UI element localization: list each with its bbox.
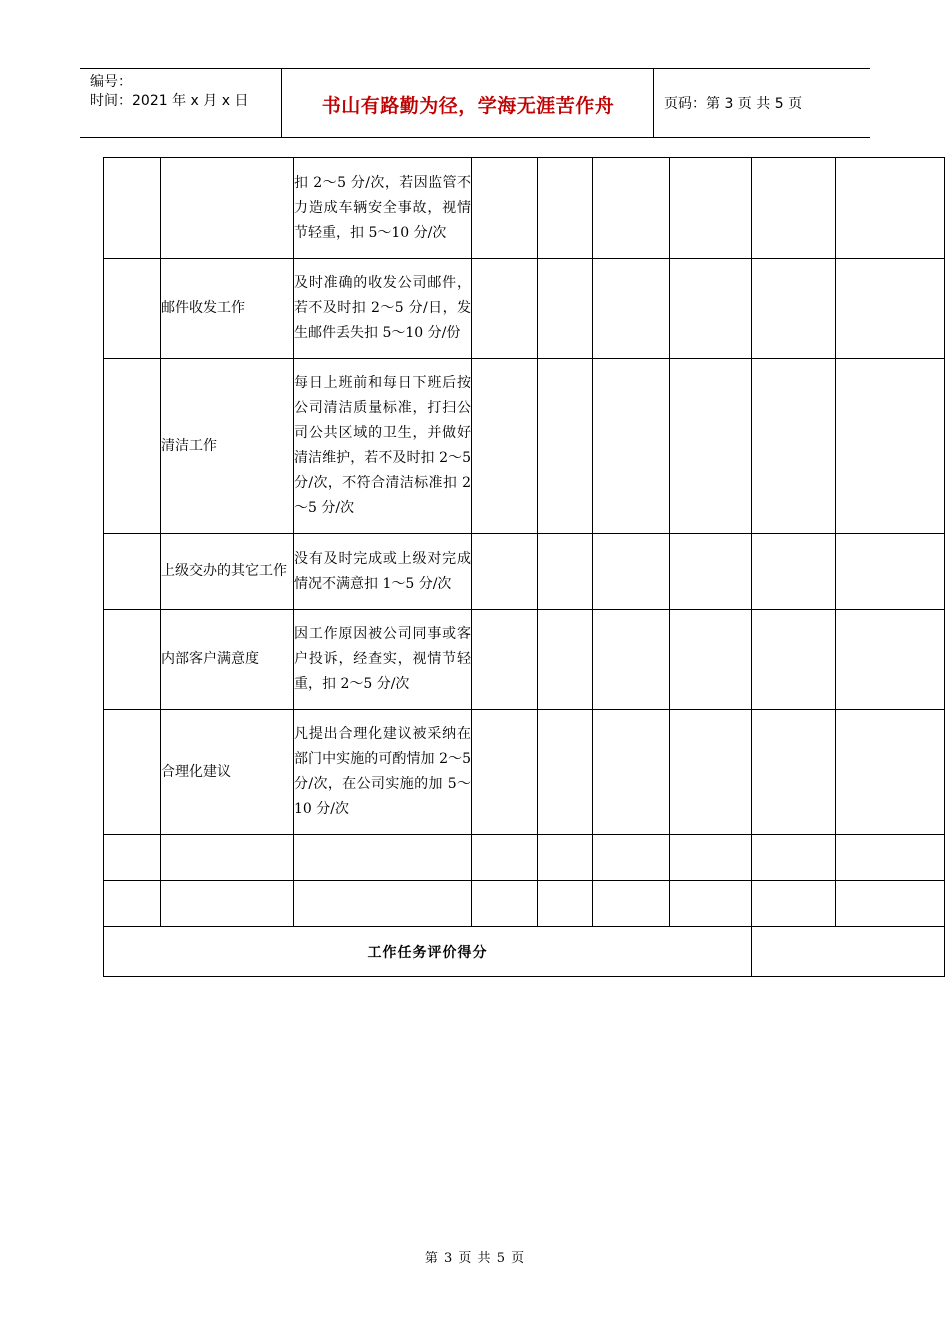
table-row xyxy=(104,610,945,710)
page-footer: 第 3 页 共 5 页 xyxy=(424,1251,526,1266)
score-cell xyxy=(593,158,670,259)
score-cell xyxy=(472,534,538,610)
score-cell xyxy=(104,359,161,534)
score-cell xyxy=(836,610,945,710)
score-cell xyxy=(670,534,752,610)
standard-cell xyxy=(294,835,472,881)
score-cell xyxy=(538,158,593,259)
score-cell xyxy=(472,359,538,534)
total-row xyxy=(104,927,945,977)
header-motto: 书山有路勤为径，学海无涯苦作舟 xyxy=(321,95,615,117)
score-cell xyxy=(752,359,836,534)
score-cell xyxy=(104,710,161,835)
score-cell xyxy=(670,881,752,927)
standard-cell: 没有及时完成或上级对完成情况不满意扣 1～5 分/次 xyxy=(294,534,472,610)
standard-cell: 凡提出合理化建议被采纳在部门中实施的可酌情加 2～5 分/次，在公司实施的加 5～10 分/次 xyxy=(294,710,472,835)
item-name-cell: 内部客户满意度 xyxy=(161,610,294,710)
score-cell xyxy=(104,881,161,927)
score-cell xyxy=(538,534,593,610)
score-cell xyxy=(670,359,752,534)
score-cell xyxy=(670,710,752,835)
item-name-cell xyxy=(161,881,294,927)
table-row xyxy=(104,158,945,259)
score-cell xyxy=(593,835,670,881)
score-cell xyxy=(472,881,538,927)
score-cell xyxy=(836,534,945,610)
item-name-cell xyxy=(161,158,294,259)
score-cell xyxy=(752,534,836,610)
table-row xyxy=(104,534,945,610)
score-cell xyxy=(670,835,752,881)
score-cell xyxy=(538,881,593,927)
score-cell xyxy=(104,158,161,259)
score-cell xyxy=(104,835,161,881)
score-cell xyxy=(538,610,593,710)
page-header xyxy=(80,68,870,138)
header-divider-right xyxy=(653,69,654,137)
score-cell xyxy=(593,610,670,710)
header-page-label: 页码：第 3 页 共 5 页 xyxy=(664,96,803,112)
score-cell xyxy=(752,259,836,359)
score-cell xyxy=(593,710,670,835)
score-cell xyxy=(104,259,161,359)
table-row xyxy=(104,259,945,359)
score-cell xyxy=(472,610,538,710)
score-cell xyxy=(752,158,836,259)
header-left xyxy=(90,73,248,111)
score-cell xyxy=(538,359,593,534)
item-name-cell: 邮件收发工作 xyxy=(161,259,294,359)
score-cell xyxy=(472,158,538,259)
standard-cell xyxy=(294,881,472,927)
score-cell xyxy=(836,359,945,534)
score-cell xyxy=(104,534,161,610)
score-cell xyxy=(538,835,593,881)
score-cell xyxy=(752,835,836,881)
standard-cell: 因工作原因被公司同事或客户投诉，经查实，视情节轻重，扣 2～5 分/次 xyxy=(294,610,472,710)
score-cell xyxy=(752,610,836,710)
table-row xyxy=(104,359,945,534)
score-cell xyxy=(670,259,752,359)
score-cell xyxy=(836,259,945,359)
score-cell xyxy=(472,835,538,881)
score-cell xyxy=(472,710,538,835)
score-cell xyxy=(538,710,593,835)
table-row xyxy=(104,835,945,881)
score-cell xyxy=(593,534,670,610)
table-row xyxy=(104,881,945,927)
score-cell xyxy=(538,259,593,359)
evaluation-table xyxy=(103,157,945,977)
score-cell xyxy=(836,881,945,927)
standard-cell: 扣 2～5 分/次，若因监管不力造成车辆安全事故，视情节轻重，扣 5～10 分/次 xyxy=(294,158,472,259)
score-cell xyxy=(593,881,670,927)
table-row xyxy=(104,710,945,835)
score-cell xyxy=(104,610,161,710)
score-cell xyxy=(593,359,670,534)
score-cell xyxy=(836,710,945,835)
score-cell xyxy=(752,710,836,835)
score-cell xyxy=(472,259,538,359)
score-cell xyxy=(836,158,945,259)
standard-cell: 及时准确的收发公司邮件，若不及时扣 2～5 分/日，发生邮件丢失扣 5～10 分/份 xyxy=(294,259,472,359)
date-label: 时间：2021 年 x 月 x 日 xyxy=(90,93,249,109)
score-cell xyxy=(836,835,945,881)
score-cell xyxy=(670,158,752,259)
item-name-cell: 合理化建议 xyxy=(161,710,294,835)
item-name-cell: 清洁工作 xyxy=(161,359,294,534)
total-label: 工作任务评价得分 xyxy=(104,927,752,977)
table-body xyxy=(104,158,945,927)
score-cell xyxy=(670,610,752,710)
standard-cell: 每日上班前和每日下班后按公司清洁质量标准，打扫公司公共区域的卫生，并做好清洁维护，若不及时扣 2～5 分/次，不符合清洁标准扣 2～5 分/次 xyxy=(294,359,472,534)
number-label: 编号： xyxy=(90,74,132,90)
item-name-cell: 上级交办的其它工作 xyxy=(161,534,294,610)
score-cell xyxy=(752,881,836,927)
total-score-cell xyxy=(752,927,945,977)
score-cell xyxy=(593,259,670,359)
item-name-cell xyxy=(161,835,294,881)
